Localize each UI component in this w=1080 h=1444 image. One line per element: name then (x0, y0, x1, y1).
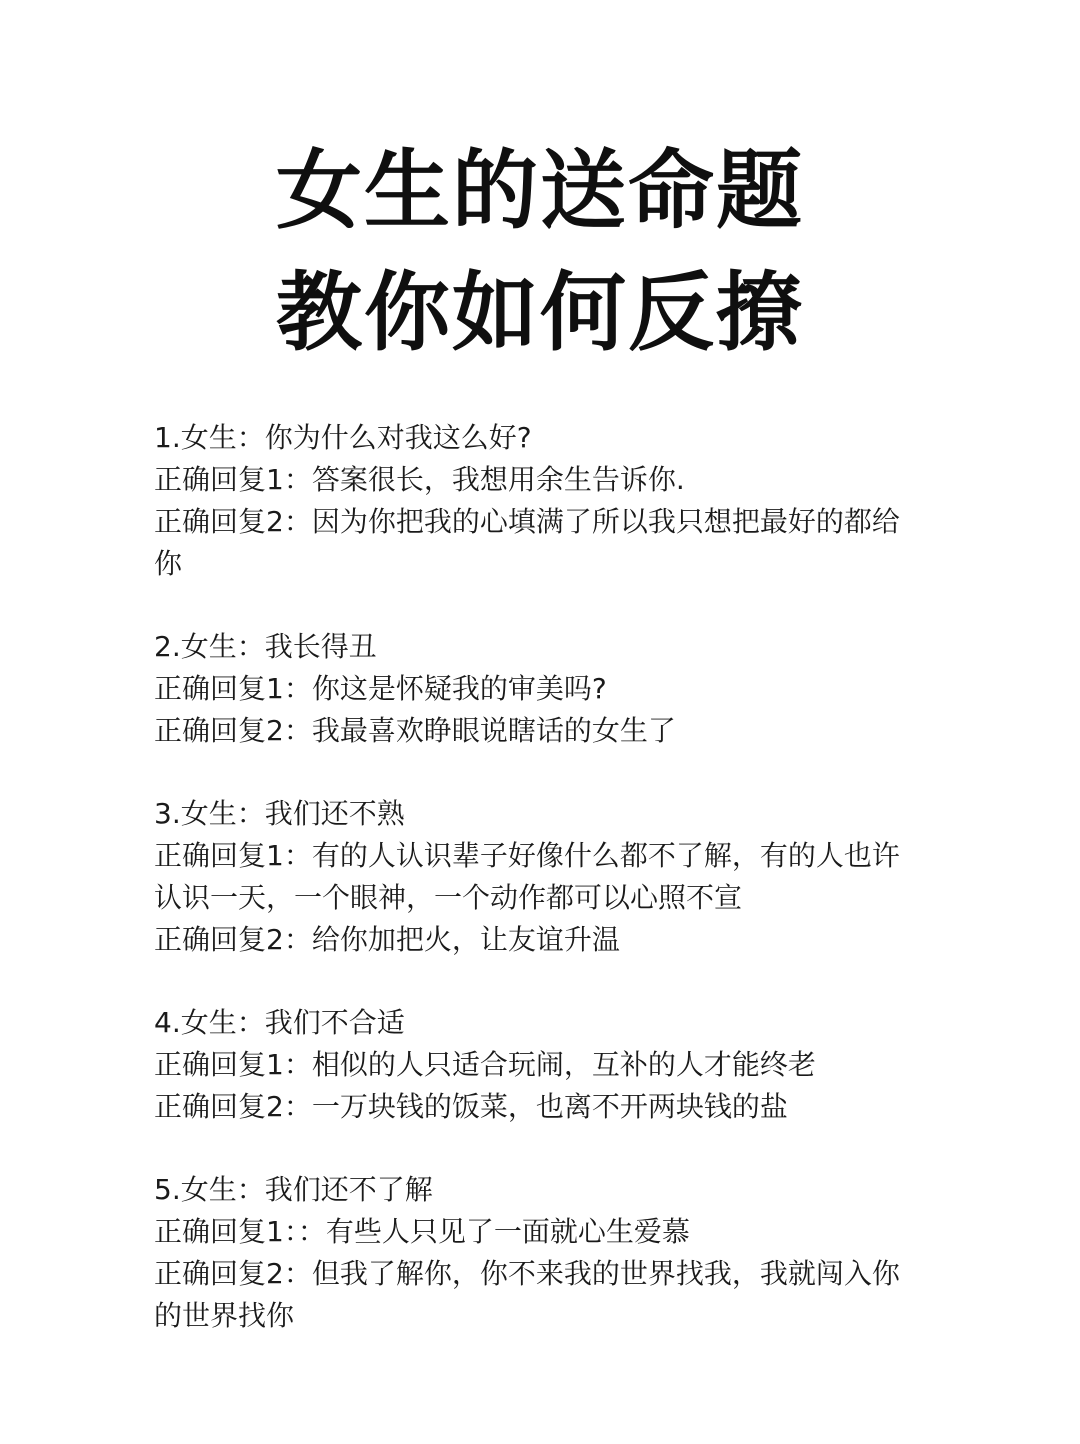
answer-text: 正确回复2：但我了解你，你不来我的世界找我，我就闯入你的世界找你 (154, 1257, 900, 1332)
question-text: 2.女生：我长得丑 (154, 630, 377, 663)
answer-text: 正确回复2：我最喜欢睁眼说瞎话的女生了 (154, 714, 676, 747)
question-text: 1.女生：你为什么对我这么好? (154, 421, 532, 454)
qa-item-1 (154, 417, 924, 585)
answer-text: 正确回复1：你这是怀疑我的审美吗? (154, 672, 607, 705)
qa-item-2 (154, 626, 924, 752)
answer-text: 正确回复1：答案很长，我想用余生告诉你. (154, 463, 685, 496)
answer-text: 正确回复1：有的人认识辈子好像什么都不了解，有的人也许认识一天，一个眼神，一个动作都可以心照不宣 (154, 839, 900, 914)
question-text: 4.女生：我们不合适 (154, 1006, 405, 1039)
question-text: 5.女生：我们还不了解 (154, 1173, 433, 1206)
qa-item-3 (154, 793, 924, 961)
answer-text: 正确回复2：给你加把火，让友谊升温 (154, 923, 620, 956)
title-line-1: 女生的送命题 (276, 140, 804, 241)
answer-text: 正确回复2：因为你把我的心填满了所以我只想把最好的都给你 (154, 505, 900, 580)
qa-item-4 (154, 1002, 924, 1128)
answer-text: 正确回复1：：有些人只见了一面就心生爱慕 (154, 1215, 690, 1248)
question-text: 3.女生：我们还不熟 (154, 797, 405, 830)
qa-item-5 (154, 1169, 924, 1337)
answer-text: 正确回复1：相似的人只适合玩闹，互补的人才能终老 (154, 1048, 816, 1081)
qa-list (154, 417, 924, 1378)
answer-text: 正确回复2：一万块钱的饭菜，也离不开两块钱的盐 (154, 1090, 788, 1123)
page-title (0, 130, 1080, 374)
title-line-2: 教你如何反撩 (276, 262, 804, 363)
